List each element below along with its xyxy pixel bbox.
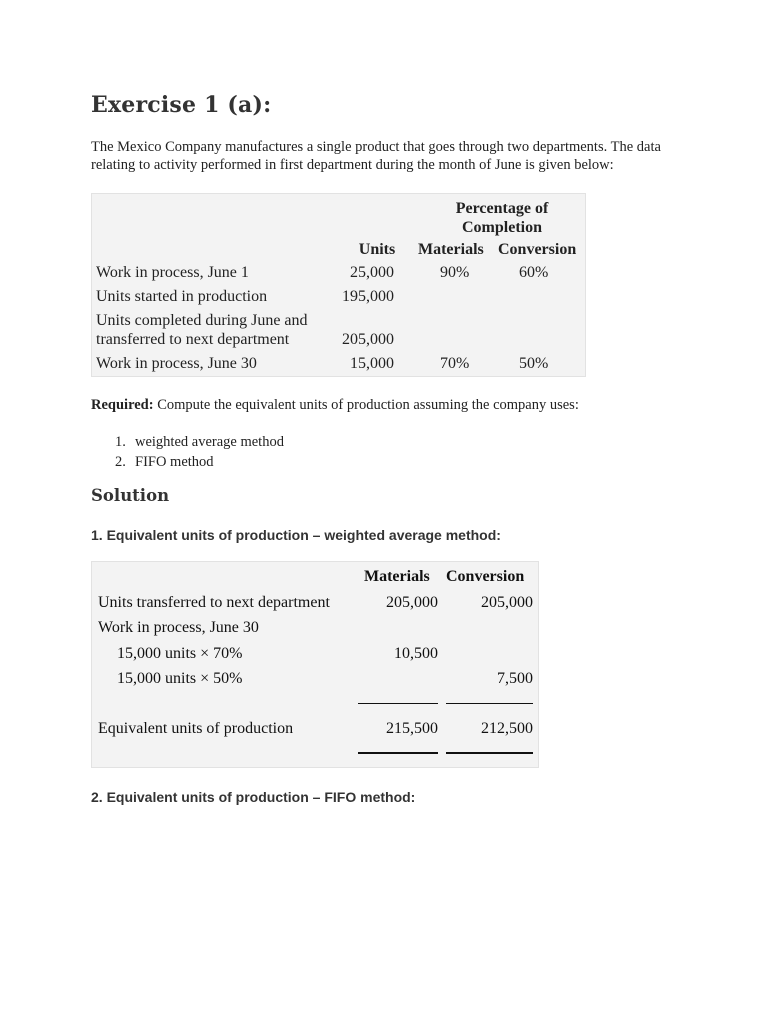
total-materials: 215,500 (386, 720, 438, 737)
row-conversion: 205,000 (481, 594, 533, 611)
row-materials: 70% (440, 355, 470, 372)
weighted-average-table (91, 561, 539, 768)
section1-heading: 1. Equivalent units of production – weighted average method: (91, 527, 501, 543)
required-paragraph (91, 397, 579, 414)
exercise-title: Exercise 1 (a): (91, 92, 272, 118)
row-label: Work in process, June 30 (98, 619, 259, 636)
subtotal-rule (446, 703, 533, 704)
materials-column-header: Materials (418, 241, 484, 258)
row-materials: 205,000 (386, 594, 438, 611)
total-rule (358, 752, 438, 754)
row-conversion: 7,500 (497, 670, 533, 687)
solution-heading: Solution (91, 486, 170, 505)
row-conversion: 60% (519, 264, 549, 281)
production-data-table (91, 193, 586, 377)
required-text: Compute the equivalent units of production assuming the company uses: (153, 397, 579, 413)
row-label-line2: transferred to next department (96, 331, 290, 348)
required-label: Required: (91, 397, 154, 413)
row-units: 25,000 (350, 264, 394, 281)
list-text: FIFO method (135, 454, 214, 470)
row-materials: 10,500 (394, 645, 438, 662)
total-label: Equivalent units of production (98, 720, 294, 737)
row-label: Units transferred to next department (98, 594, 330, 611)
row-units: 195,000 (342, 288, 394, 305)
row-label: 15,000 units × 50% (117, 670, 243, 687)
row-units: 15,000 (350, 355, 394, 372)
units-column-header: Units (358, 241, 396, 258)
list-number: 2. (115, 454, 126, 470)
header-group-line2: Completion (462, 219, 542, 236)
row-label-line1: Units completed during June and (96, 312, 308, 329)
row-conversion: 50% (519, 355, 549, 372)
total-rule (446, 752, 533, 754)
row-materials: 90% (440, 264, 470, 281)
header-group-line1: Percentage of (455, 200, 549, 217)
intro-paragraph: The Mexico Company manufactures a single product that goes through two departments. The data relating to activity performed in first department during the month of June is given below: (91, 139, 661, 173)
row-label: 15,000 units × 70% (117, 645, 243, 662)
conversion-column-header: Conversion (446, 568, 525, 585)
row-label: Units started in production (96, 288, 268, 305)
row-label: Work in process, June 30 (96, 355, 257, 372)
conversion-column-header: Conversion (498, 241, 577, 258)
percentage-completion-header (422, 199, 582, 237)
list-number: 1. (115, 434, 126, 450)
list-item (115, 452, 284, 472)
row-units: 205,000 (342, 331, 394, 348)
list-text: weighted average method (135, 434, 284, 450)
materials-column-header: Materials (364, 568, 430, 585)
methods-list (115, 432, 284, 472)
section2-heading: 2. Equivalent units of production – FIFO method: (91, 789, 416, 805)
row-label: Work in process, June 1 (96, 264, 249, 281)
subtotal-rule (358, 703, 438, 704)
list-item (115, 432, 284, 452)
total-conversion: 212,500 (481, 720, 533, 737)
